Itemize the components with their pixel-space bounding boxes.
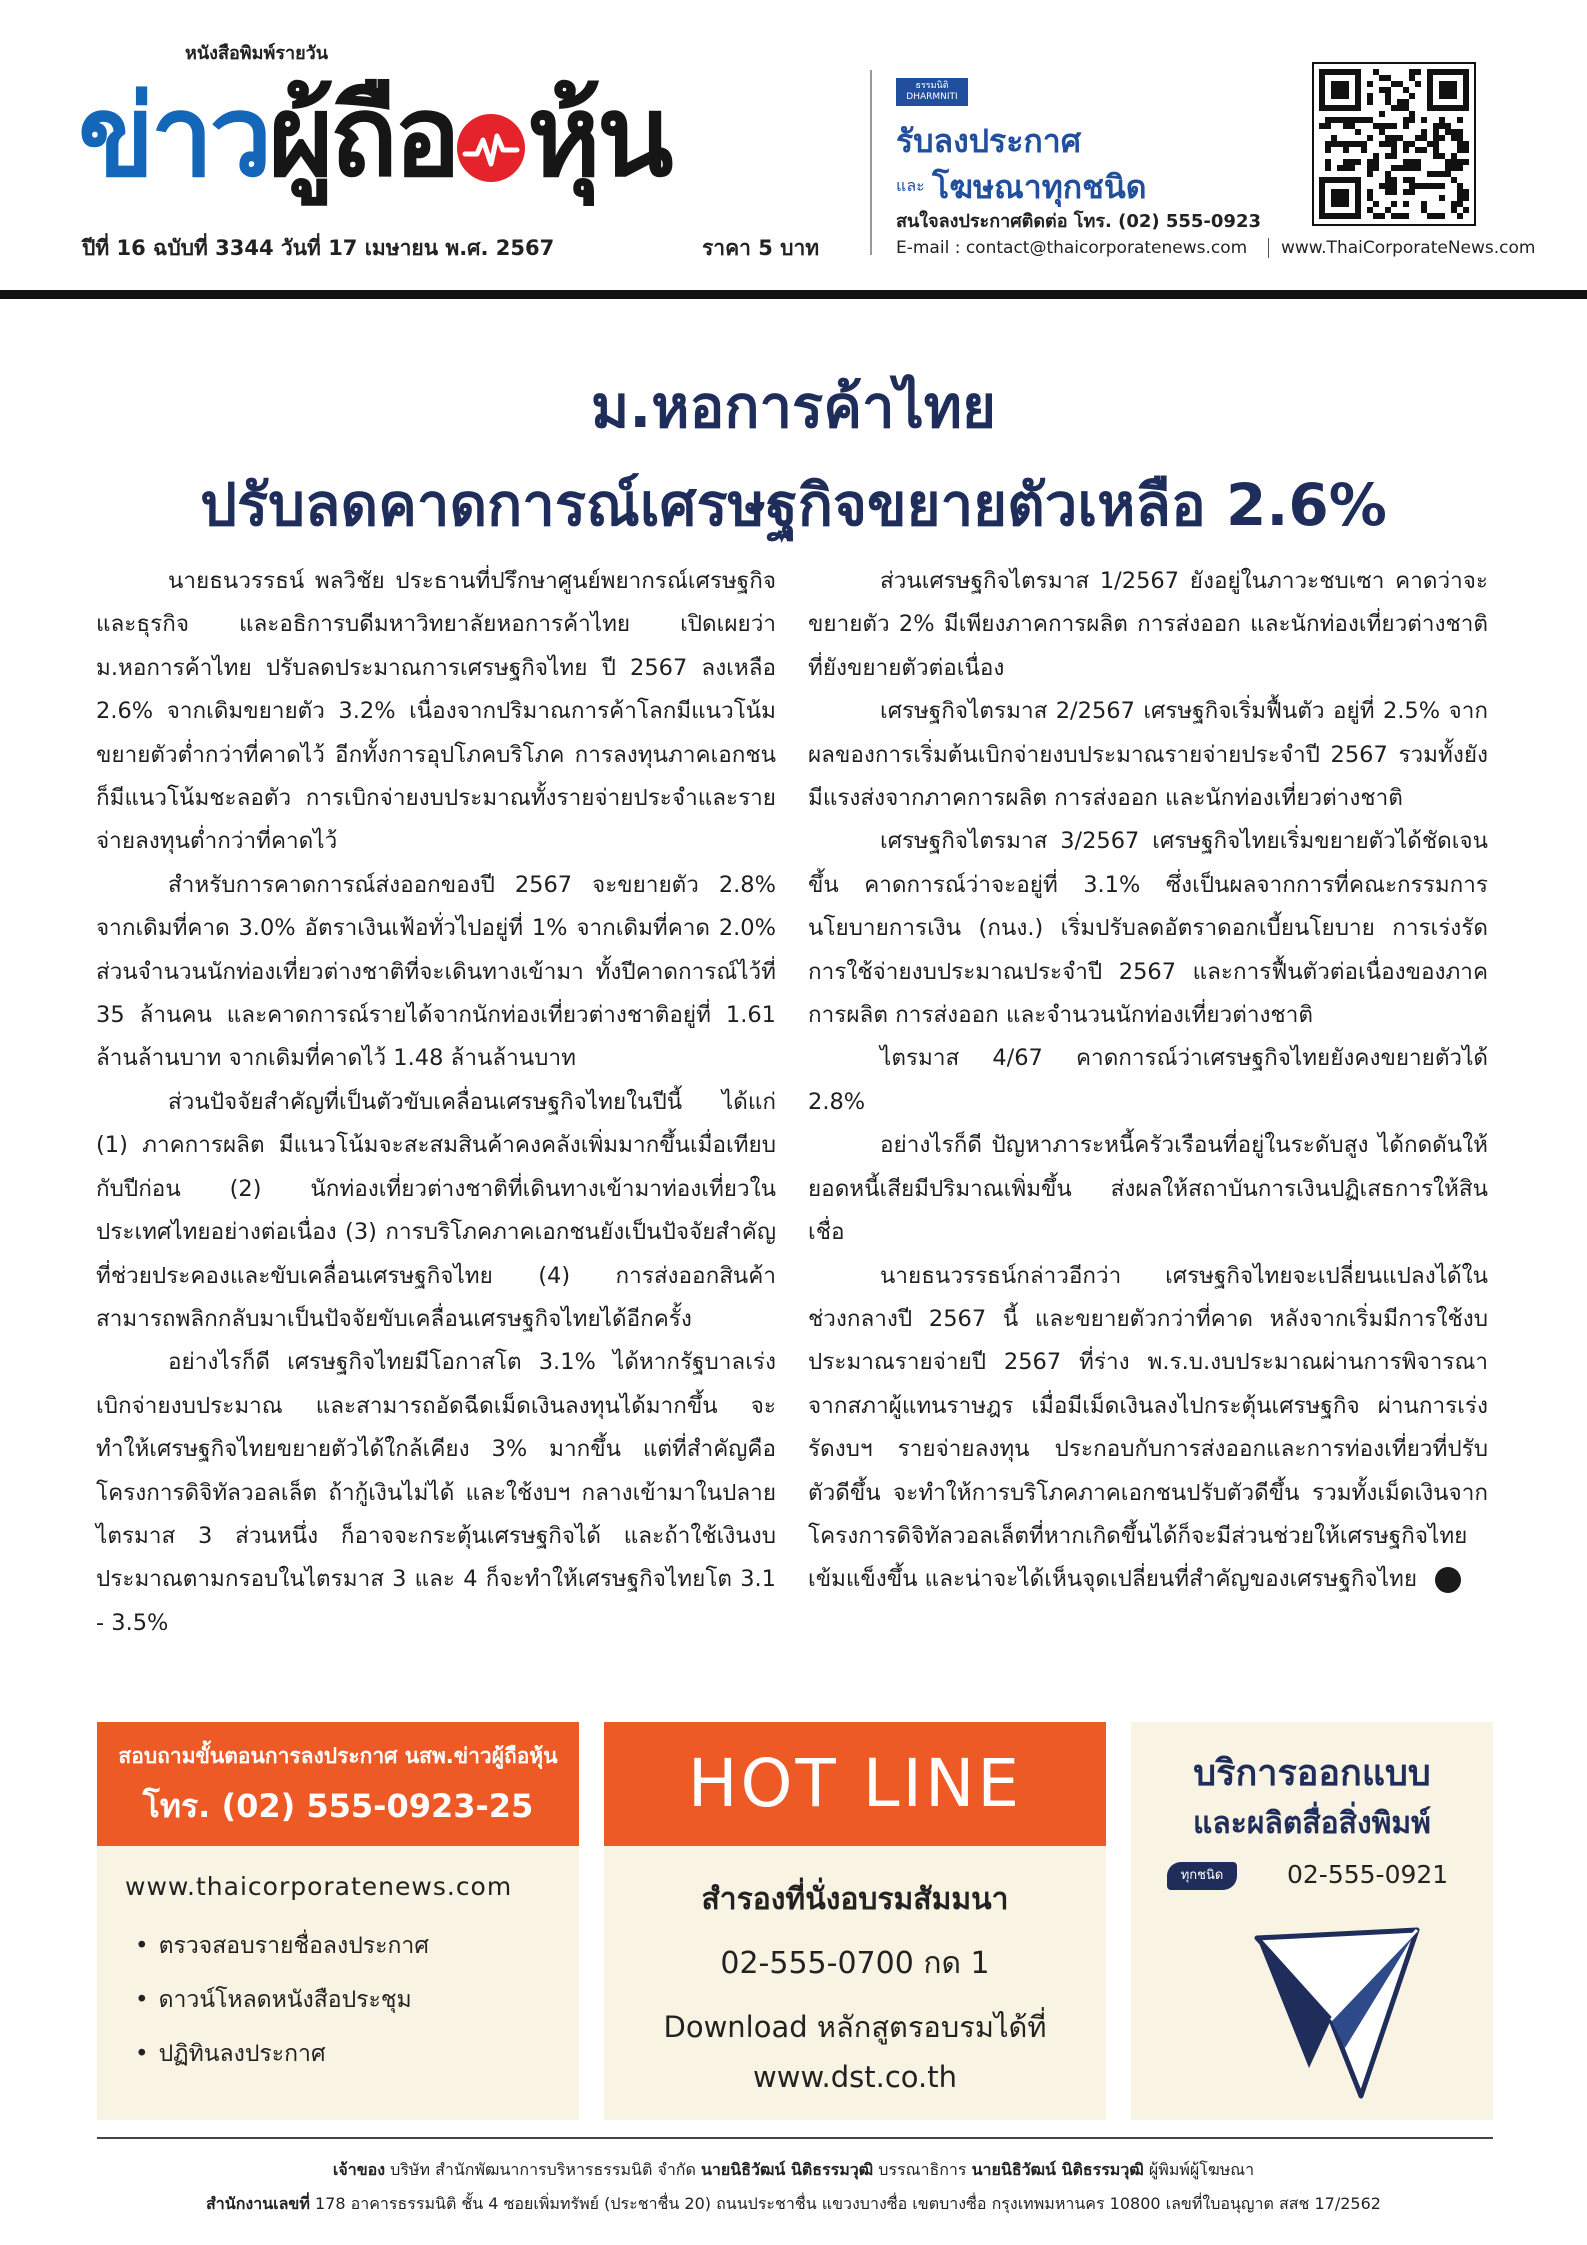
ad-box-announcement (97, 1722, 579, 2120)
footer-office-label: สำนักงานเลขที่ (206, 2194, 310, 2213)
footer-owner-line (0, 2158, 1587, 2183)
issue-info: ปีที่ 16 ฉบับที่ 3344 วันที่ 17 เมษายน พ.ศ. 2567 (82, 236, 555, 260)
article-paragraph: ไตรมาส 4/67 คาดการณ์ว่าเศรษฐกิจไทยยังคงขยายตัวได้ 2.8% (808, 1045, 1488, 1115)
newspaper-logo (78, 52, 669, 222)
article-paragraph: อย่างไรก็ดี ปัญหาภาระหนี้ครัวเรือนที่อยู่ในระดับสูง ได้กดดันให้ยอดหนี้เสียมีปริมาณเพิ่มขึ้น ส่งผลให้สถาบันการเงินปฏิเสธการให้สินเชื่อ (808, 1132, 1488, 1246)
printing-subtitle: และผลิตสื่อสิ่งพิมพ์ (1193, 1806, 1431, 1841)
ad-box-announcement-list (135, 1928, 429, 2090)
article-column-left (96, 560, 776, 1645)
ad-box-hotline (604, 1722, 1106, 2120)
footer-rule (97, 2137, 1493, 2139)
masthead-rule (0, 290, 1587, 299)
hotline-download: Download หลักสูตรอบรมได้ที่ (663, 2010, 1047, 2044)
hotline-header: HOT LINE (604, 1722, 1106, 1846)
printing-badge: ทุกชนิด (1167, 1862, 1237, 1890)
article-paragraph: อย่างไรก็ดี เศรษฐกิจไทยมีโอกาสโต 3.1% ได้หากรัฐบาลเร่งเบิกจ่ายงบประมาณ และสามารถอัดฉีดเม็ดเงินลงทุนได้มากขึ้น จะทำให้เศรษฐกิจไทยขยายตัวได้ใกล้เคียง 3% มากขึ้น แต่ที่สำคัญคือ โครงการดิจิทัลวอลเล็ต ถ้ากู้เงินไม่ได้ และใช้งบฯ กลางเข้ามาในปลายไตรมาส 3 ส่วนหนึ่ง ก็อาจจะกระตุ้นเศรษฐกิจได้ และถ้าใช้เงินงบประมาณตามกรอบในไตรมาส 3 และ 4 ก็จะทำให้เศรษฐกิจไทยโต 3.1 - 3.5% (96, 1349, 776, 1636)
footer-editor-role: บรรณาธิการ (878, 2160, 967, 2179)
masthead (0, 0, 1587, 296)
ad-announce-prefix: และ (896, 176, 925, 195)
ad-box-announcement-site[interactable]: www.thaicorporatenews.com (125, 1872, 513, 1901)
footer-owner-text: บริษัท สำนักพัฒนาการบริหารธรรมนิติ จำกัด (390, 2160, 696, 2179)
article-paragraph: เศรษฐกิจไตรมาส 2/2567 เศรษฐกิจเริ่มฟื้นตัว อยู่ที่ 2.5% จากผลของการเริ่มต้นเบิกจ่ายงบประมาณรายจ่ายประจำปี 2567 รวมทั้งยังมีแรงส่งจากภาคการผลิต การส่งออก และนักท่องเที่ยวต่างชาติ (808, 698, 1488, 812)
article-paragraph: นายธนวรรธน์ พลวิชัย ประธานที่ปรึกษาศูนย์พยากรณ์เศรษฐกิจและธุรกิจ และอธิการบดีมหาวิทยาลัยหอการค้าไทย เปิดเผยว่า ม.หอการค้าไทย ปรับลดประมาณการเศรษฐกิจไทย ปี 2567 ลงเหลือ 2.6% จากเดิมขยายตัว 3.2% เนื่องจากปริมาณการค้าโลกมีแนวโน้มขยายตัวต่ำกว่าที่คาดไว้ อีกทั้งการอุปโภคบริโภค การลงทุนภาคเอกชนก็มีแนวโน้มชะลอตัว การเบิกจ่ายงบประมาณทั้งรายจ่ายประจำและรายจ่ายลงทุนต่ำกว่าที่คาดไว้ (96, 568, 776, 855)
stock-chart-logo-icon (457, 114, 525, 182)
article-paragraph: ส่วนเศรษฐกิจไตรมาส 1/2567 ยังอยู่ในภาวะชบเซา คาดว่าจะขยายตัว 2% มีเพียงภาคการผลิต การส่งออก และนักท่องเที่ยวต่างชาติที่ยังขยายตัวต่อเนื่อง (808, 568, 1488, 681)
masthead-divider (870, 70, 872, 255)
logo-part-blue: ข่าว (78, 72, 269, 202)
list-item: • ตรวจสอบรายชื่อลงประกาศ (135, 1928, 429, 1982)
ad-box-announcement-phone: โทร. (02) 555-0923-25 (142, 1787, 534, 1825)
article-end-icon (1435, 1567, 1461, 1593)
printing-phone: 02-555-0921 (1287, 1860, 1449, 1889)
hotline-seminar: สำรองที่นั่งอบรมสัมมนา (701, 1882, 1009, 1917)
logo-part-black-a: ผู้ถือ (268, 72, 458, 202)
list-item: • ปฏิทินลงประกาศ (135, 2036, 429, 2090)
footer-ads-name: นายนิธิวัฒน์ นิติธรรมวุฒิ (971, 2160, 1144, 2179)
hotline-phone: 02-555-0700 กด 1 (720, 1946, 990, 1981)
article-column-right (808, 560, 1488, 1602)
ad-contact-email[interactable]: E-mail : contact@thaicorporatenews.com (896, 238, 1248, 258)
headline-line-1: ม.หอการค้าไทย (591, 373, 996, 441)
article-paragraph: ส่วนปัจจัยสำคัญที่เป็นตัวขับเคลื่อนเศรษฐกิจไทยในปีนี้ ได้แก่ (1) ภาคการผลิต มีแนวโน้มจะสะสมสินค้าคงคลังเพิ่มมากขึ้นเมื่อเทียบกับปีก่อน (2) นักท่องเที่ยวต่างชาติที่เดินทางเข้ามาท่องเที่ยวในประเทศไทยอย่างต่อเนื่อง (3) การบริโภคภาคเอกชนยังเป็นปัจจัยสำคัญที่ช่วยประคองและขับเคลื่อนเศรษฐกิจไทย (4) การส่งออกสินค้า สามารถพลิกกลับมาเป็นปัจจัยขับเคลื่อนเศรษฐกิจไทยได้อีกครั้ง (96, 1088, 776, 1332)
logo-part-black-b: หุ้น (527, 72, 670, 202)
ad-announce-subtitle: โฆษณาทุกชนิด (932, 168, 1147, 206)
article-paragraph: เศรษฐกิจไตรมาส 3/2567 เศรษฐกิจไทยเริ่มขยายตัวได้ชัดเจนขึ้น คาดการณ์ว่าจะอยู่ที่ 3.1% ซึ่งเป็นผลจากการที่คณะกรรมการนโยบายการเงิน (กนง.) เริ่มปรับลดอัตราดอกเบี้ยนโยบาย การเร่งรัดการใช้จ่ายงบประมาณประจำปี 2567 และการฟื้นตัวต่อเนื่องของภาคการผลิต การส่งออก และจำนวนนักท่องเที่ยวต่างชาติ (808, 828, 1488, 1029)
ad-contact-phone: สนใจลงประกาศติดต่อ โทร. (02) 555-0923 (896, 211, 1262, 232)
footer-office-text: 178 อาคารธรรมนิติ ชั้น 4 ซอยเพิ่มทรัพย์ (ประชาชื่น 20) ถนนประชาชื่น แขวงบางซื่อ เขตบางซื่อ กรุงเทพมหานคร 10800 เลขที่ใบอนุญาต สสช 17/2562 (315, 2194, 1381, 2213)
ad-box-announcement-header (97, 1722, 579, 1846)
hotline-website[interactable]: www.dst.co.th (753, 2060, 957, 2094)
ad-website-link[interactable]: www.ThaiCorporateNews.com (1268, 238, 1536, 258)
footer-editor-name: นายนิธิวัฒน์ นิติธรรมวุฒิ (700, 2160, 874, 2179)
ad-announce-title: รับลงประกาศ (896, 122, 1082, 160)
ad-box-printing (1131, 1722, 1493, 2120)
article-paragraph-text: นายธนวรรธน์กล่าวอีกว่า เศรษฐกิจไทยจะเปลี่ยนแปลงได้ในช่วงกลางปี 2567 นี้ และขยายตัวกว่าที่คาด หลังจากเริ่มมีการใช้งบประมาณรายจ่ายปี 2567 ที่ร่าง พ.ร.บ.งบประมาณผ่านการพิจารณาจากสภาผู้แทนราษฎร เมื่อมีเม็ดเงินลงไปกระตุ้นเศรษฐกิจ ผ่านการเร่งรัดงบฯ รายจ่ายลงทุน ประกอบกับการส่งออกและการท่องเที่ยวที่ปรับตัวดีขึ้น จะทำให้การบริโภคภาคเอกชนปรับตัวดีขึ้น รวมทั้งเม็ดเงินจากโครงการดิจิทัลวอลเล็ตที่หากเกิดขึ้นได้ก็จะมีส่วนช่วยให้เศรษฐกิจไทยเข้มแข็งขึ้น และน่าจะได้เห็นจุดเปลี่ยนที่สำคัญของเศรษฐกิจไทย (808, 1262, 1488, 1593)
article-paragraph: สำหรับการคาดการณ์ส่งออกของปี 2567 จะขยายตัว 2.8% จากเดิมที่คาด 3.0% อัตราเงินเฟ้อทั่วไปอยู่ที่ 1% จากเดิมที่คาด 2.0% ส่วนจำนวนนักท่องเที่ยวต่างชาติที่จะเดินทางเข้ามา ทั้งปีคาดการณ์ไว้ที่ 35 ล้านคน และคาดการณ์รายได้จากนักท่องเที่ยวต่างชาติอยู่ที่ 1.61 ล้านล้านบาท จากเดิมที่คาดไว้ 1.48 ล้านล้านบาท (96, 871, 776, 1072)
paper-plane-icon (1235, 1918, 1425, 2104)
ad-box-announcement-title: สอบถามขั้นตอนการลงประกาศ นสพ.ข่าวผู้ถือหุ้น (118, 1744, 558, 1768)
headline-line-2: ปรับลดคาดการณ์เศรษฐกิจขยายตัวเหลือ 2.6% (200, 471, 1387, 539)
footer-ads-role: ผู้พิมพ์ผู้โฆษณา (1148, 2160, 1255, 2179)
qr-code-icon[interactable] (1312, 62, 1476, 226)
tagline: หนังสือพิมพ์รายวัน (185, 43, 329, 64)
footer-owner-label: เจ้าของ (332, 2160, 386, 2179)
printing-title: บริการออกแบบ (1193, 1753, 1431, 1794)
footer-office-line (0, 2192, 1587, 2217)
list-item: • ดาวน์โหลดหนังสือประชุม (135, 1982, 429, 2036)
dharmniti-badge: ธรรมนิติ DHARMNITI (896, 78, 968, 106)
article-paragraph-last (808, 1255, 1488, 1602)
price: ราคา 5 บาท (702, 236, 820, 260)
